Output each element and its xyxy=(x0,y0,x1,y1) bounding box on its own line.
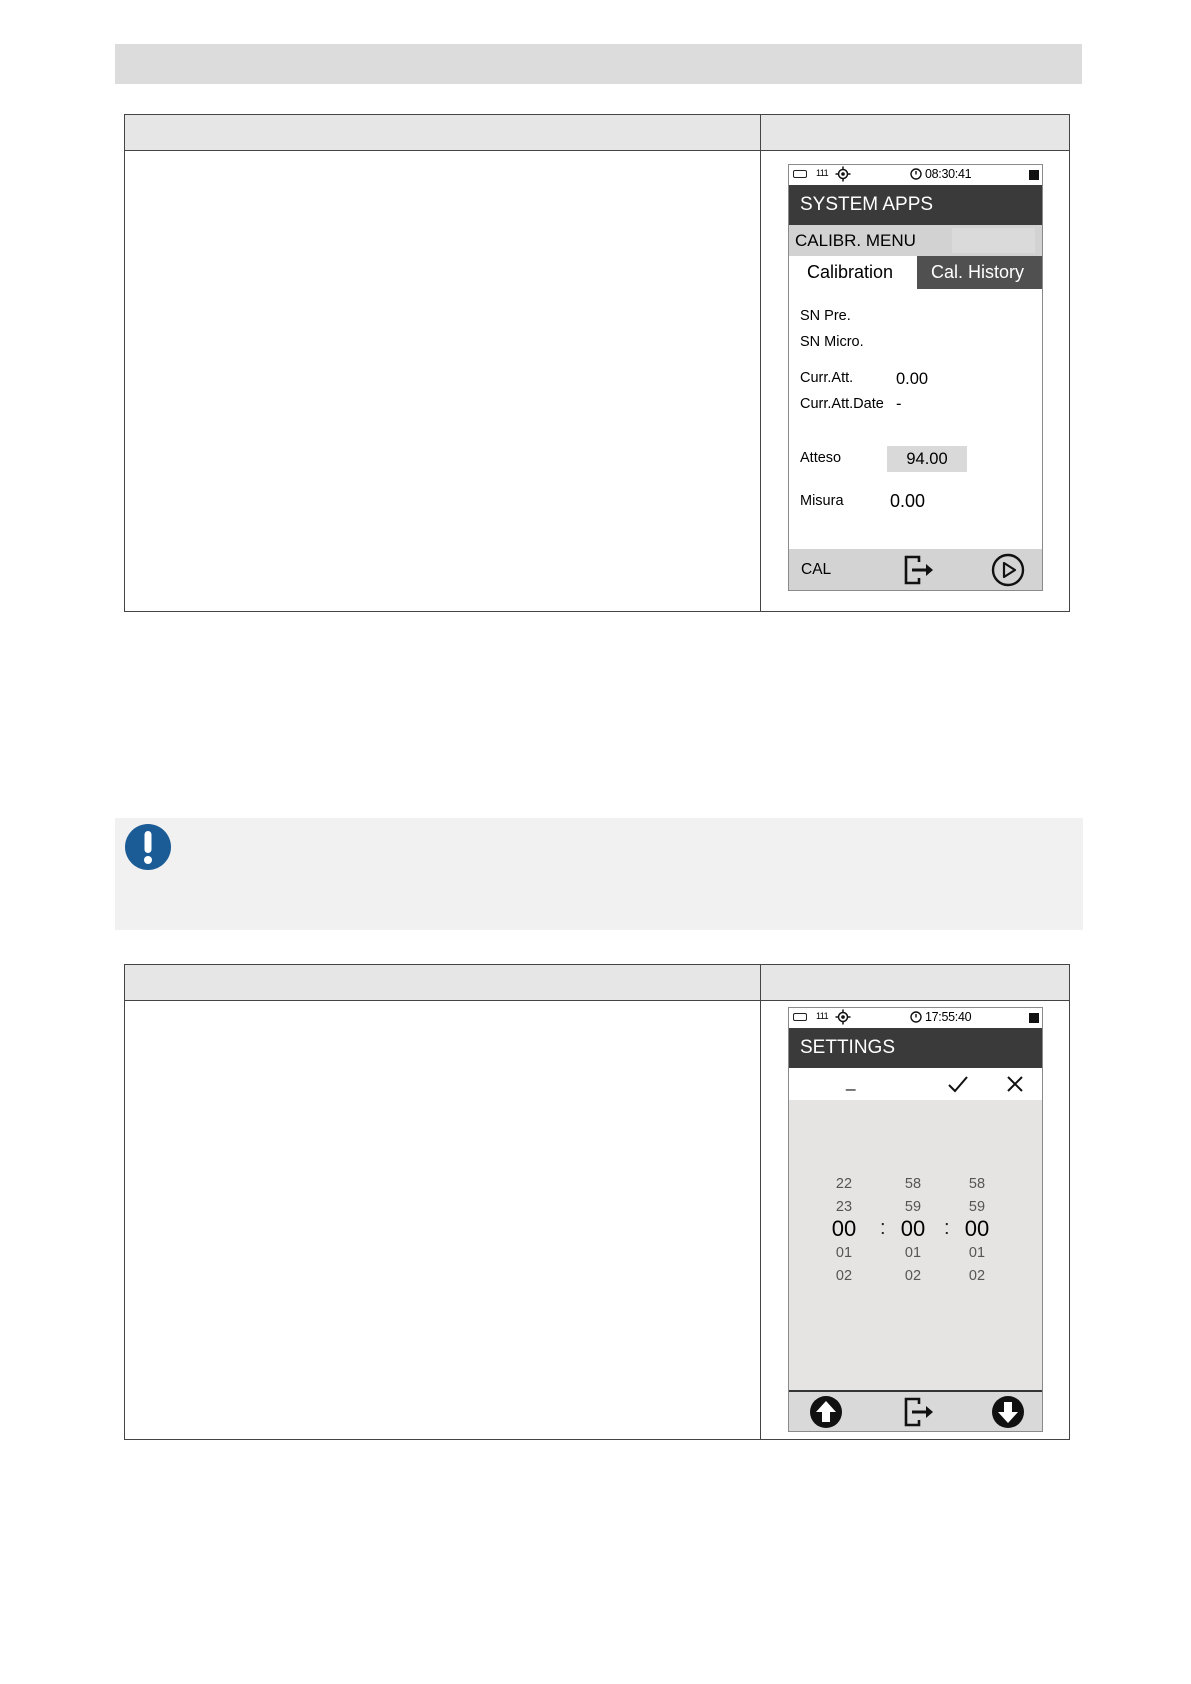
battery-icon xyxy=(793,1013,807,1021)
exit-icon[interactable] xyxy=(902,554,934,586)
sn-micro-label: SN Micro. xyxy=(800,334,864,350)
status-time: 17:55:40 xyxy=(925,1010,972,1024)
picker-minute-item[interactable]: 01 xyxy=(904,1245,922,1261)
picker-minute-selected[interactable]: 00 xyxy=(900,1216,926,1241)
screen-footer xyxy=(789,549,1042,591)
picker-hour-item[interactable]: 22 xyxy=(835,1176,853,1192)
time-picker[interactable] xyxy=(789,1100,1042,1390)
gps-icon xyxy=(835,1009,851,1025)
picker-hour-item[interactable]: 02 xyxy=(835,1268,853,1284)
picker-minute-item[interactable]: 59 xyxy=(904,1199,922,1215)
cal-button[interactable]: CAL xyxy=(801,561,832,578)
picker-second-item[interactable]: 01 xyxy=(968,1245,986,1261)
picker-second-item[interactable]: 58 xyxy=(968,1176,986,1192)
screen-footer xyxy=(789,1390,1042,1431)
column-divider xyxy=(760,965,761,1439)
close-icon[interactable] xyxy=(1006,1075,1024,1093)
tab-calibration[interactable] xyxy=(789,256,917,289)
picker-minute-item[interactable]: 58 xyxy=(904,1176,922,1192)
status-square-icon xyxy=(1029,1013,1039,1023)
settings-table xyxy=(124,964,1070,1440)
exclamation-icon xyxy=(125,824,171,870)
picker-second-selected[interactable]: 00 xyxy=(964,1216,990,1241)
calibration-table xyxy=(124,114,1070,612)
status-bar xyxy=(789,1008,1042,1028)
signal-indicator: 111 xyxy=(816,1011,829,1021)
status-time: 08:30:41 xyxy=(925,167,972,181)
misura-label: Misura xyxy=(800,493,844,509)
screen-title-bar xyxy=(789,185,1042,225)
table-header-row xyxy=(125,965,1069,1001)
calibration-device-screen xyxy=(788,164,1043,591)
column-divider xyxy=(760,115,761,611)
gps-icon xyxy=(835,166,851,182)
picker-second-item[interactable]: 59 xyxy=(968,1199,986,1215)
play-icon[interactable] xyxy=(991,553,1025,587)
menu-blank-field xyxy=(952,228,1035,253)
time-edit-row xyxy=(789,1068,1042,1100)
tab-calibration-label: Calibration xyxy=(807,262,894,282)
misura-value: 0.00 xyxy=(890,491,926,511)
atteso-label: Atteso xyxy=(800,450,842,466)
picker-hour-selected[interactable]: 00 xyxy=(831,1216,857,1241)
clock-icon xyxy=(910,1011,922,1023)
check-icon[interactable] xyxy=(947,1074,969,1094)
exit-icon[interactable] xyxy=(902,1396,934,1428)
curr-att-value: 0.00 xyxy=(896,370,929,388)
arrow-down-icon[interactable] xyxy=(991,1395,1025,1429)
tab-cal-history-label: Cal. History xyxy=(931,262,1025,282)
atteso-value-field[interactable]: 94.00 xyxy=(887,446,967,472)
notice-box xyxy=(115,818,1083,930)
screen-title: SYSTEM APPS xyxy=(800,194,934,215)
picker-minute-item[interactable]: 02 xyxy=(904,1268,922,1284)
section-header-bar xyxy=(115,44,1082,84)
table-header-row xyxy=(125,115,1069,151)
status-bar xyxy=(789,165,1042,185)
text-cursor: _ xyxy=(846,1072,856,1091)
screen-title-bar xyxy=(789,1028,1042,1068)
curr-att-label: Curr.Att. xyxy=(800,370,854,386)
curr-att-date-value: - xyxy=(896,395,902,413)
tab-cal-history[interactable] xyxy=(917,256,1043,289)
arrow-up-icon[interactable] xyxy=(809,1395,843,1429)
clock-icon xyxy=(910,168,922,180)
picker-hour-item[interactable]: 23 xyxy=(835,1199,853,1215)
signal-indicator: 111 xyxy=(816,168,829,178)
menu-bar xyxy=(789,225,1042,256)
time-separator: : xyxy=(944,1217,950,1239)
screen-title: SETTINGS xyxy=(800,1037,896,1058)
time-separator: : xyxy=(880,1217,886,1239)
settings-device-screen xyxy=(788,1007,1043,1432)
picker-second-item[interactable]: 02 xyxy=(968,1268,986,1284)
menu-label: CALIBR. MENU xyxy=(795,231,916,250)
picker-hour-item[interactable]: 01 xyxy=(835,1245,853,1261)
curr-att-date-label: Curr.Att.Date xyxy=(800,396,884,412)
status-square-icon xyxy=(1029,170,1039,180)
battery-icon xyxy=(793,170,807,178)
sn-pre-label: SN Pre. xyxy=(800,308,851,324)
